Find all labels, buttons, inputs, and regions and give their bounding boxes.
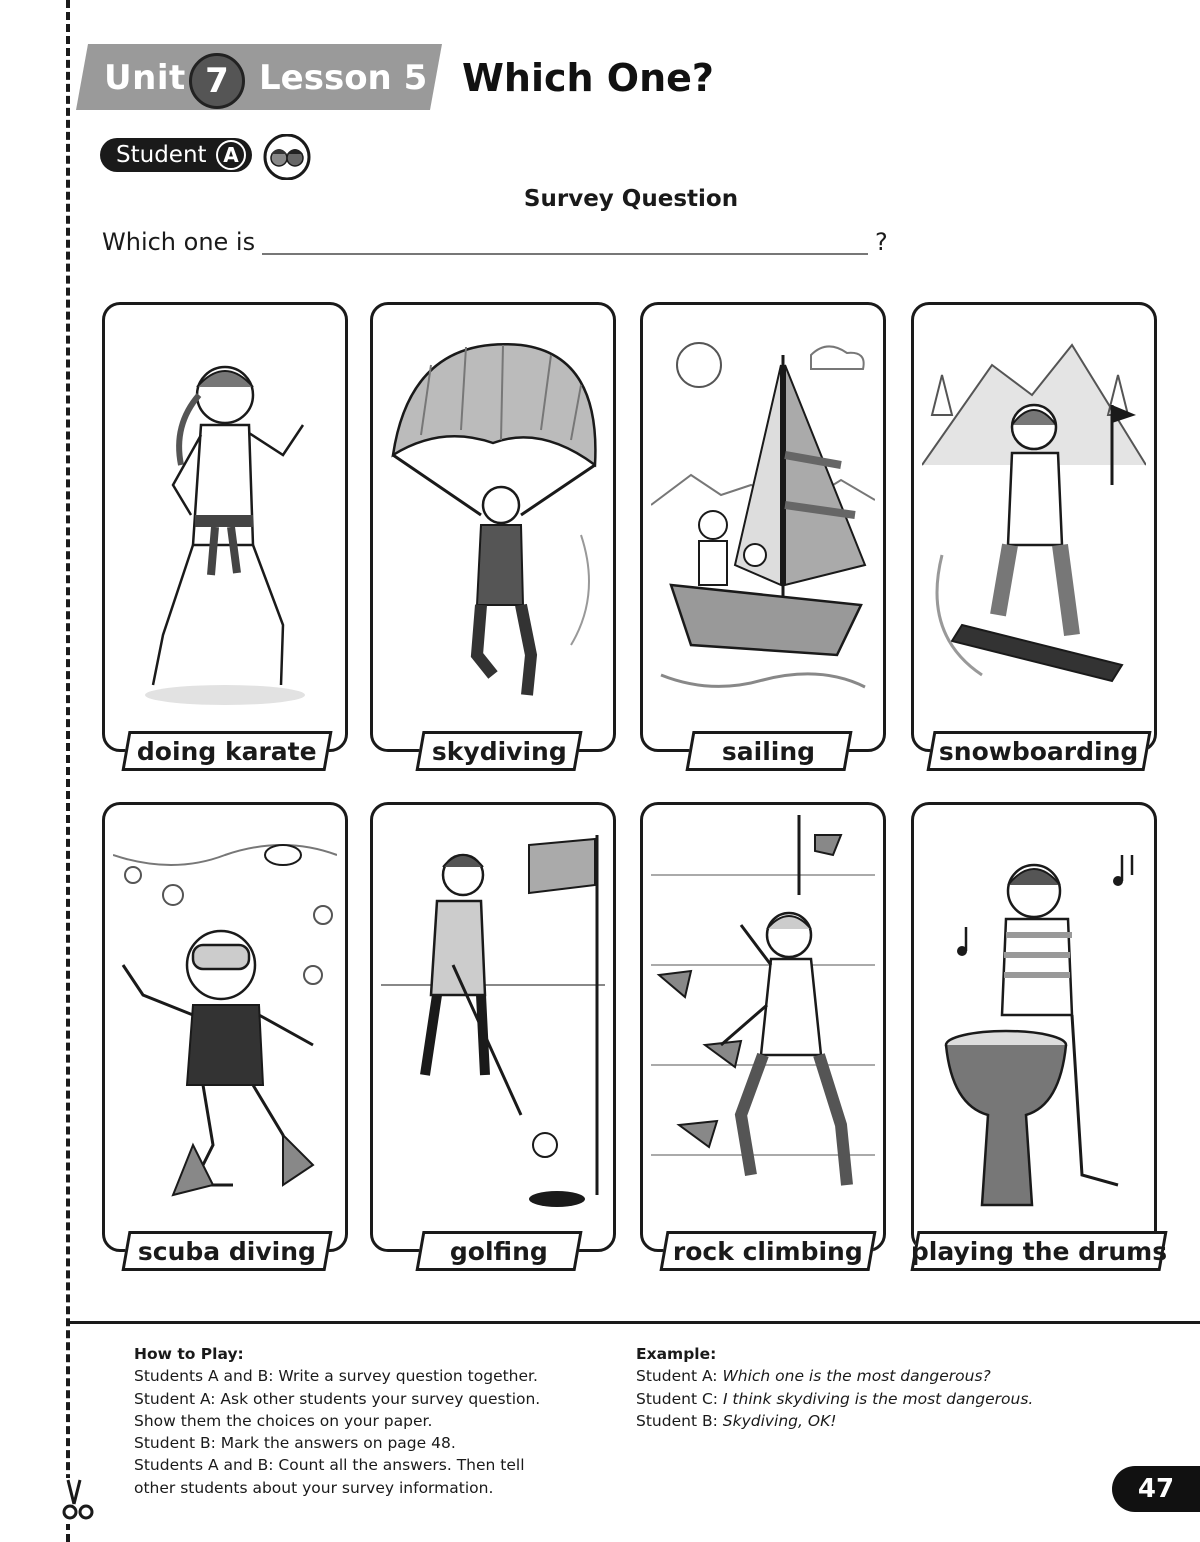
example-line: [636, 1365, 1096, 1387]
activity-card[interactable]: [640, 302, 886, 766]
page-title: Which One?: [462, 56, 714, 100]
card-label: [415, 731, 582, 771]
card-label: [910, 1231, 1167, 1271]
card-label-text: snowboarding: [939, 736, 1139, 766]
question-answer-line[interactable]: [262, 253, 868, 255]
example-speaker: Student B:: [636, 1411, 718, 1430]
example-speaker: Student C:: [636, 1389, 718, 1408]
how-to-play-line: Show them the choices on your paper.: [134, 1411, 433, 1430]
two-kids-icon: [261, 134, 313, 180]
card-label-text: playing the drums: [910, 1236, 1168, 1266]
scissors-icon: [62, 1478, 106, 1524]
sailing-illustration: [651, 315, 875, 715]
card-label: [685, 731, 852, 771]
example-line: [636, 1410, 1096, 1432]
example-text: Which one is the most dangerous?: [722, 1367, 991, 1386]
question-mark: ?: [875, 228, 888, 256]
survey-heading: Survey Question: [523, 186, 739, 212]
footer-divider: [70, 1321, 1200, 1324]
activity-card[interactable]: [370, 802, 616, 1266]
scuba-diving-illustration: [113, 815, 337, 1215]
activity-card[interactable]: [911, 302, 1157, 766]
card-label-text: sailing: [722, 736, 816, 766]
card-label: [415, 1231, 582, 1271]
how-to-play-line: Students A and B: Write a survey question together.: [134, 1367, 538, 1386]
card-label-text: rock climbing: [673, 1236, 863, 1266]
card-label-text: doing karate: [137, 736, 317, 766]
how-to-play-heading: How to Play:: [134, 1345, 244, 1363]
drums-illustration: [922, 815, 1146, 1215]
how-to-play-line: Students A and B: Count all the answers. Then tell: [134, 1456, 525, 1475]
activity-card[interactable]: [370, 302, 616, 766]
card-label-text: skydiving: [431, 736, 567, 766]
activity-card[interactable]: [102, 802, 348, 1266]
rock-climbing-illustration: [651, 815, 875, 1215]
question-prefix: Which one is: [102, 228, 256, 256]
snowboarding-illustration: [922, 315, 1146, 715]
lesson-label: Lesson 5: [259, 58, 428, 98]
student-badge: [100, 138, 252, 172]
how-to-play-line: other students about your survey information.: [134, 1478, 494, 1497]
card-label: [659, 1231, 876, 1271]
example-text: Skydiving, OK!: [722, 1411, 837, 1430]
card-label: [121, 1231, 332, 1271]
card-label-text: golfing: [450, 1236, 548, 1266]
example-text: I think skydiving is the most dangerous.: [722, 1389, 1034, 1408]
unit-label: Unit: [104, 58, 186, 98]
activity-card[interactable]: [910, 802, 1168, 1266]
example-speaker: Student A:: [636, 1367, 718, 1386]
example-heading: Example:: [636, 1345, 717, 1363]
golfing-illustration: [381, 815, 605, 1215]
page-number: 47: [1112, 1466, 1200, 1512]
cut-line: [66, 0, 70, 1542]
activity-card[interactable]: [102, 302, 348, 766]
karate-illustration: [113, 315, 337, 715]
student-word: Student: [116, 142, 207, 168]
how-to-play-line: Student B: Mark the answers on page 48.: [134, 1434, 456, 1453]
skydiving-illustration: [381, 315, 605, 715]
card-label-text: scuba diving: [138, 1236, 316, 1266]
example-line: [636, 1388, 1096, 1410]
unit-number-badge: 7: [189, 53, 245, 109]
unit-lesson-banner: [76, 44, 442, 110]
example: [636, 1343, 1096, 1432]
student-letter: A: [216, 140, 246, 170]
activity-card[interactable]: [640, 802, 886, 1266]
how-to-play-line: Student A: Ask other students your survey question.: [134, 1389, 541, 1408]
how-to-play: [134, 1343, 614, 1499]
card-label: [926, 731, 1151, 771]
card-label: [121, 731, 332, 771]
